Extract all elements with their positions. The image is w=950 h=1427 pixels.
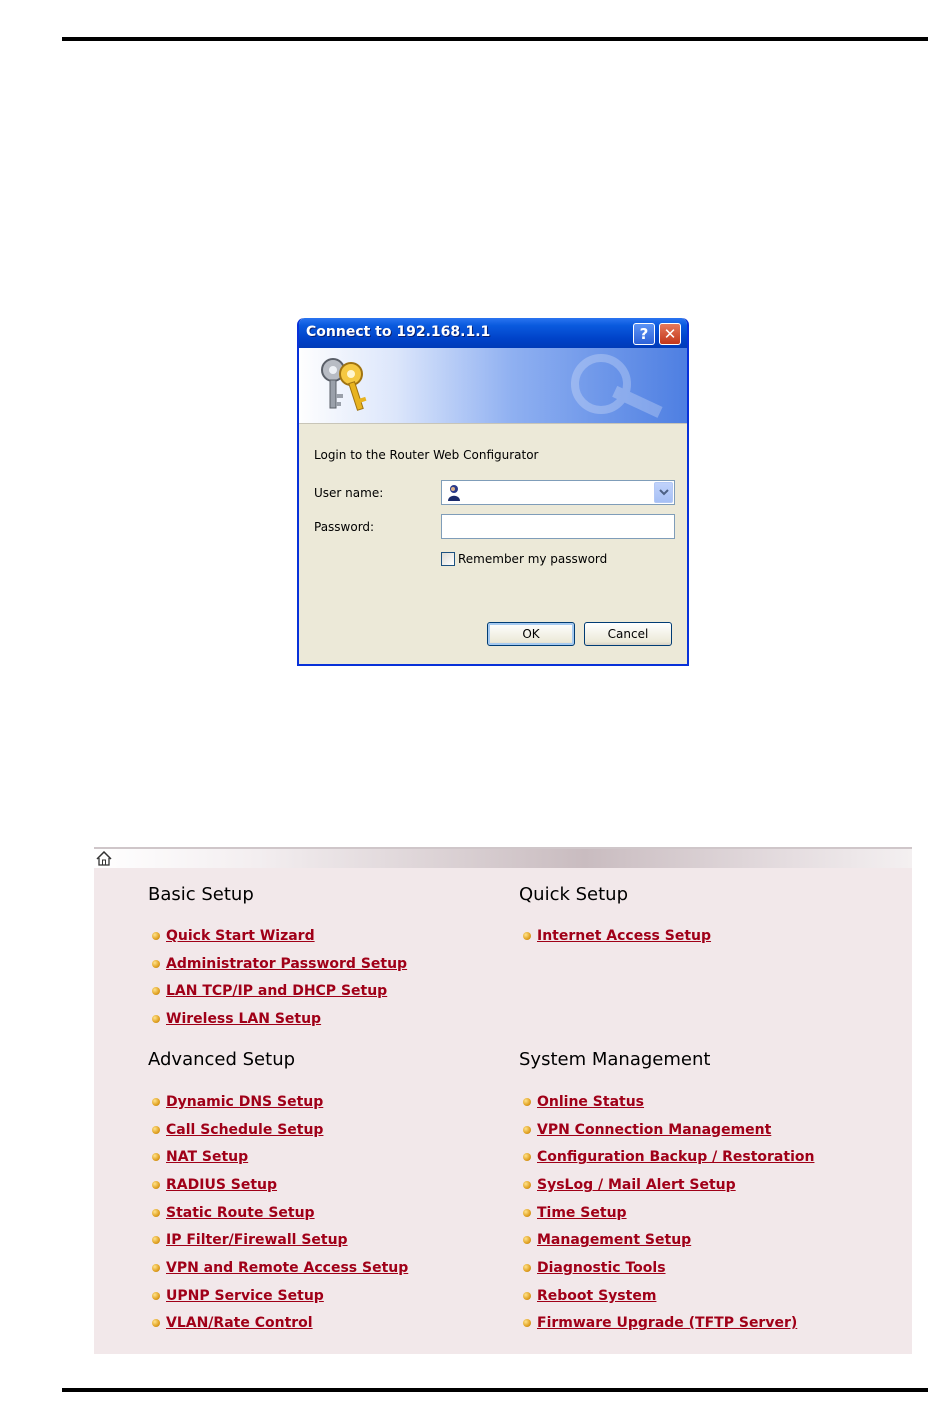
remember-password-checkbox[interactable] <box>441 552 455 566</box>
bullet-icon <box>523 1153 531 1161</box>
menu-item[interactable] <box>523 1171 814 1199</box>
menu-item[interactable] <box>152 1116 408 1144</box>
menu-item[interactable] <box>523 1088 814 1116</box>
router-menu-panel <box>94 847 912 1354</box>
menu-link[interactable]: SysLog / Mail Alert Setup <box>537 1176 736 1193</box>
username-dropdown-button[interactable] <box>654 482 673 503</box>
dialog-titlebar[interactable] <box>299 318 687 348</box>
menu-item[interactable] <box>152 1282 408 1310</box>
bullet-icon <box>523 1181 531 1189</box>
dialog-message: Login to the Router Web Configurator <box>314 448 539 462</box>
keys-icon <box>317 354 377 416</box>
remember-password-option[interactable] <box>441 552 607 566</box>
home-icon[interactable] <box>96 851 112 866</box>
password-label: Password: <box>314 520 375 534</box>
quick-setup-title: Quick Setup <box>519 884 629 905</box>
ok-button[interactable]: OK <box>487 622 575 646</box>
menu-item[interactable] <box>152 1088 408 1116</box>
menu-link[interactable]: Static Route Setup <box>166 1204 315 1221</box>
menu-item[interactable] <box>152 1005 407 1033</box>
menu-link[interactable]: UPNP Service Setup <box>166 1287 324 1304</box>
bullet-icon <box>152 987 160 995</box>
bullet-icon <box>152 960 160 968</box>
user-icon <box>447 484 461 501</box>
menu-link[interactable]: RADIUS Setup <box>166 1176 278 1193</box>
menu-item[interactable] <box>523 922 711 950</box>
dialog-body <box>299 424 687 664</box>
bullet-icon <box>152 1292 160 1300</box>
menu-item[interactable] <box>152 1171 408 1199</box>
bullet-icon <box>152 1181 160 1189</box>
menu-link[interactable]: Wireless LAN Setup <box>166 1010 322 1027</box>
bullet-icon <box>152 1015 160 1023</box>
bullet-icon <box>152 932 160 940</box>
basic-setup-list <box>152 922 407 1033</box>
bullet-icon <box>523 1126 531 1134</box>
banner-watermark-icon <box>561 352 671 422</box>
menu-link[interactable]: NAT Setup <box>166 1149 249 1166</box>
menu-item[interactable] <box>152 1226 408 1254</box>
menu-link[interactable]: Time Setup <box>537 1204 627 1221</box>
menu-link[interactable]: Reboot System <box>537 1287 657 1304</box>
menu-item[interactable] <box>152 1199 408 1227</box>
menu-link[interactable]: Dynamic DNS Setup <box>166 1093 324 1110</box>
bullet-icon <box>152 1209 160 1217</box>
help-button[interactable] <box>633 323 655 345</box>
menu-link[interactable]: IP Filter/Firewall Setup <box>166 1232 348 1249</box>
menu-item[interactable] <box>152 1310 408 1338</box>
menu-item[interactable] <box>523 1226 814 1254</box>
page-bottom-rule <box>62 1388 928 1392</box>
help-icon: ? <box>639 324 649 343</box>
bullet-icon <box>523 1319 531 1327</box>
menu-item[interactable] <box>152 1143 408 1171</box>
password-field[interactable] <box>441 514 675 539</box>
close-icon: ✕ <box>663 324 677 343</box>
menu-link[interactable]: VLAN/Rate Control <box>166 1315 313 1332</box>
bullet-icon <box>152 1236 160 1244</box>
dialog-banner <box>299 348 687 424</box>
menu-item[interactable] <box>523 1282 814 1310</box>
username-combobox[interactable] <box>441 480 675 505</box>
menu-link[interactable]: VPN Connection Management <box>537 1121 772 1138</box>
dialog-title: Connect to 192.168.1.1 <box>306 324 491 340</box>
login-dialog <box>297 318 689 666</box>
bullet-icon <box>523 1098 531 1106</box>
menu-link[interactable]: Administrator Password Setup <box>166 955 408 972</box>
bullet-icon <box>523 1209 531 1217</box>
menu-link[interactable]: Diagnostic Tools <box>537 1259 666 1276</box>
menu-link[interactable]: Online Status <box>537 1093 645 1110</box>
advanced-setup-title: Advanced Setup <box>148 1049 296 1070</box>
basic-setup-title: Basic Setup <box>148 884 254 905</box>
menu-item[interactable] <box>152 977 407 1005</box>
advanced-setup-list <box>152 1088 408 1337</box>
quick-setup-list <box>523 922 711 950</box>
cancel-button[interactable]: Cancel <box>584 622 672 646</box>
menu-link[interactable]: Quick Start Wizard <box>166 927 315 944</box>
menu-link[interactable]: Firmware Upgrade (TFTP Server) <box>537 1315 798 1332</box>
close-button[interactable] <box>659 323 681 345</box>
bullet-icon <box>152 1319 160 1327</box>
menu-item[interactable] <box>152 1254 408 1282</box>
menu-link[interactable]: VPN and Remote Access Setup <box>166 1259 409 1276</box>
system-management-title: System Management <box>519 1049 711 1070</box>
menu-link[interactable]: Management Setup <box>537 1232 692 1249</box>
chevron-down-icon <box>659 489 669 496</box>
bullet-icon <box>152 1153 160 1161</box>
bullet-icon <box>523 1264 531 1272</box>
menu-item[interactable] <box>523 1199 814 1227</box>
bullet-icon <box>523 932 531 940</box>
panel-header <box>94 847 912 868</box>
menu-item[interactable] <box>523 1116 814 1144</box>
bullet-icon <box>152 1126 160 1134</box>
system-management-list <box>523 1088 814 1337</box>
menu-item[interactable] <box>523 1143 814 1171</box>
menu-link[interactable]: Call Schedule Setup <box>166 1121 324 1138</box>
menu-item[interactable] <box>152 950 407 978</box>
page-top-rule <box>62 37 928 41</box>
menu-link[interactable]: Configuration Backup / Restoration <box>537 1149 815 1166</box>
bullet-icon <box>152 1098 160 1106</box>
bullet-icon <box>523 1236 531 1244</box>
menu-item[interactable] <box>523 1254 814 1282</box>
bullet-icon <box>523 1292 531 1300</box>
menu-link[interactable]: Internet Access Setup <box>537 927 712 944</box>
menu-link[interactable]: LAN TCP/IP and DHCP Setup <box>166 983 388 1000</box>
bullet-icon <box>152 1264 160 1272</box>
menu-item[interactable] <box>152 922 407 950</box>
menu-item[interactable] <box>523 1310 814 1338</box>
remember-password-label: Remember my password <box>458 552 608 566</box>
username-label: User name: <box>314 486 384 500</box>
